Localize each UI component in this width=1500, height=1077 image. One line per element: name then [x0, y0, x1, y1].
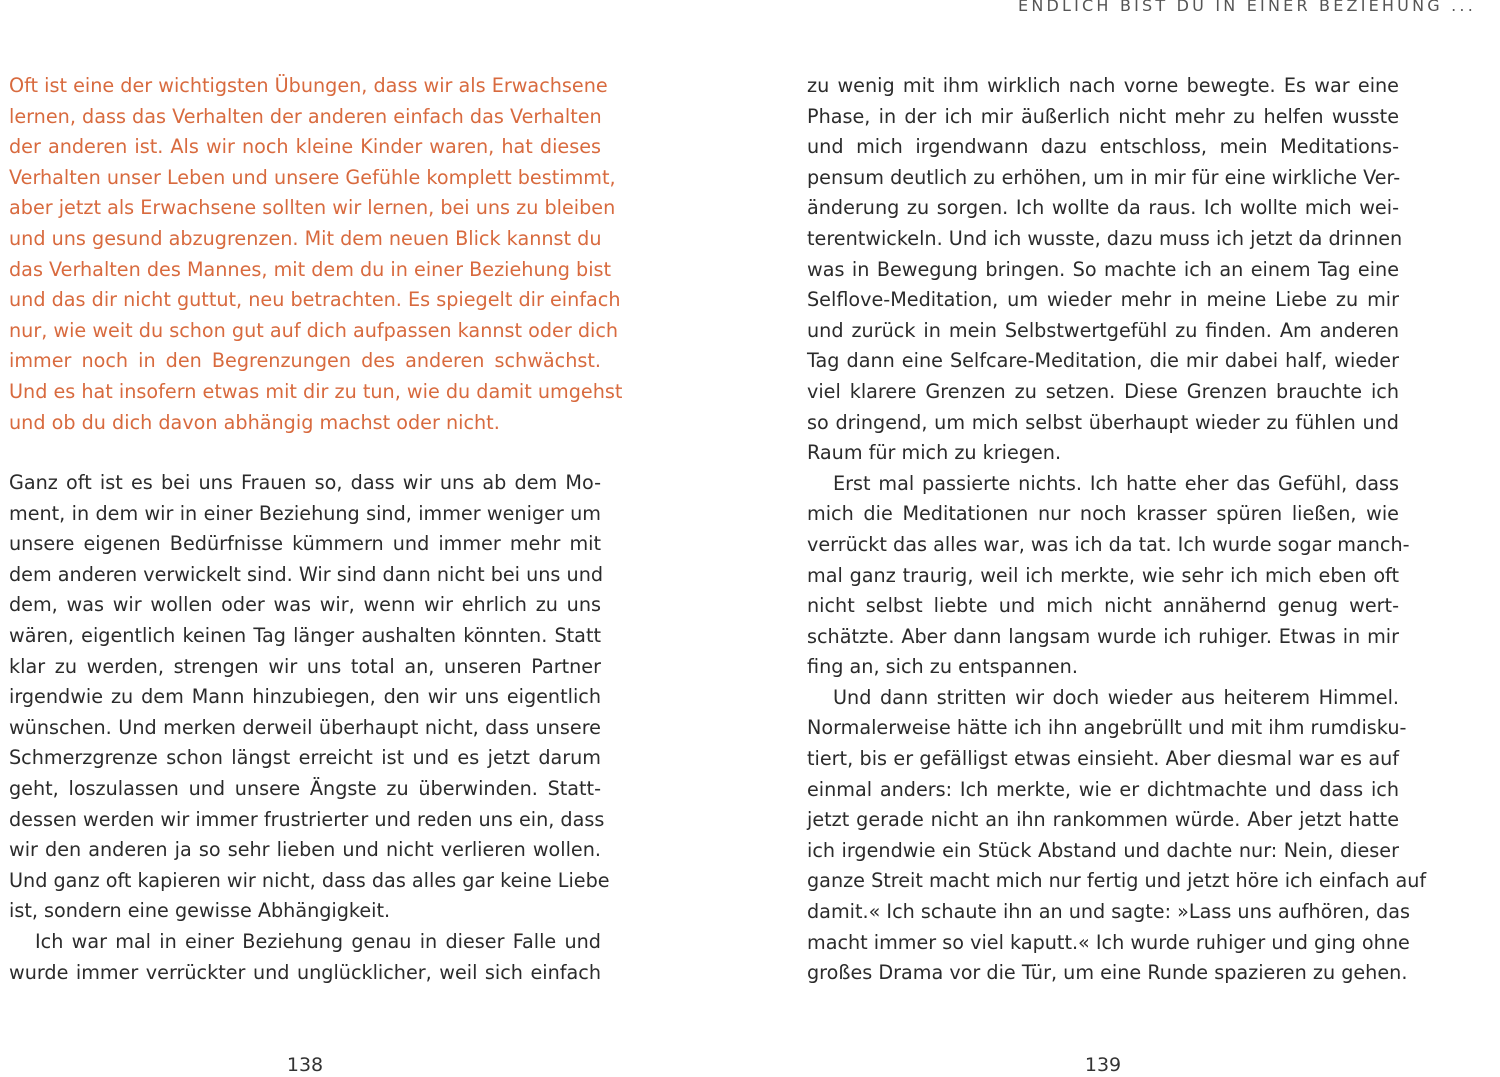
text-line: wünschen. Und merken derweil überhaupt nicht, dass unsere: [9, 715, 601, 739]
text-line: pensum deutlich zu erhöhen, um in mir für eine wirkliche Ver-: [807, 165, 1401, 189]
text-line: immer noch in den Begrenzungen des anderen schwächst.: [9, 349, 601, 373]
text-line: was in Bewegung bringen. So machte ich an einem Tag eine: [807, 257, 1399, 281]
text-line: nicht selbst liebte und mich nicht annähernd genug wert-: [807, 594, 1399, 618]
text-line: und zurück in mein Selbstwertgefühl zu finden. Am anderen: [807, 318, 1399, 342]
text-line: ment, in dem wir in einer Beziehung sind, immer weniger um: [9, 501, 601, 525]
text-line: dem anderen verwickelt sind. Wir sind dann nicht bei uns und: [9, 562, 604, 586]
right-page: [750, 0, 1500, 1077]
text-line: so dringend, um mich selbst überhaupt wieder zu fühlen und: [807, 410, 1399, 434]
text-line: Selflove-Meditation, um wieder mehr in meine Liebe zu mir: [807, 288, 1399, 312]
body-text: [9, 468, 610, 988]
text-line: ist, sondern eine gewisse Abhängigkeit.: [9, 899, 391, 923]
text-line: dem, was wir wollen oder was wir, wenn wir ehrlich zu uns: [9, 593, 601, 617]
text-line: Schmerzgrenze schon längst erreicht ist und es jetzt darum: [9, 746, 601, 770]
text-line: wären, eigentlich keinen Tag länger aushalten könnten. Statt: [9, 623, 601, 647]
text-line: tiert, bis er gefälligst etwas einsieht. Aber diesmal war es auf: [807, 747, 1399, 771]
text-line: einmal anders: Ich merkte, wie er dichtmachte und dass ich: [807, 777, 1399, 801]
text-line: Raum für mich zu kriegen.: [807, 441, 1062, 465]
page-number: 138: [286, 1054, 324, 1076]
text-line: verrückt das alles war, was ich da tat. Ich wurde sogar manch-: [807, 532, 1410, 556]
text-line: Ganz oft ist es bei uns Frauen so, dass wir uns ab dem Mo-: [9, 471, 601, 494]
text-line: macht immer so viel kaputt.« Ich wurde ruhiger und ging ohne: [807, 930, 1410, 954]
text-line: und ob du dich davon abhängig machst oder nicht.: [9, 410, 500, 434]
text-line: Tag dann eine Selfcare-Meditation, die mir dabei half, wieder: [807, 349, 1399, 373]
text-line: mich die Meditationen nur noch krasser spüren ließen, wie: [807, 502, 1399, 526]
text-line: dessen werden wir immer frustrierter und reden uns ein, dass: [9, 807, 605, 831]
text-line: wurde immer verrückter und unglücklicher, weil sich einfach: [9, 960, 601, 984]
text-line: klar zu werden, strengen wir uns total an, unseren Partner: [9, 654, 601, 678]
text-line: großes Drama vor die Tür, um eine Runde spazieren zu gehen.: [807, 961, 1408, 985]
text-line: und das dir nicht guttut, neu betrachten. Es spiegelt dir einfach: [9, 288, 621, 312]
text-line: Verhalten unser Leben und unsere Gefühle komplett bestimmt,: [9, 165, 616, 189]
text-line: Und dann stritten wir doch wieder aus heiterem Himmel.: [833, 685, 1399, 709]
text-line: Normalerweise hätte ich ihn angebrüllt und mit ihm rumdisku-: [807, 716, 1407, 740]
text-line: mal ganz traurig, weil ich merkte, wie sehr ich mich eben oft: [807, 563, 1399, 587]
highlight-paragraph: [9, 71, 623, 438]
text-line: Oft ist eine der wichtigsten Übungen, dass wir als Erwachsene: [9, 74, 608, 97]
text-line: aber jetzt als Erwachsene sollten wir lernen, bei uns zu bleiben: [9, 196, 616, 220]
text-line: ganze Streit macht mich nur fertig und jetzt höre ich einfach auf: [807, 869, 1427, 893]
text-line: Und es hat insofern etwas mit dir zu tun, wie du damit umgehst: [9, 379, 623, 403]
text-line: irgendwie zu dem Mann hinzubiegen, den wir uns eigentlich: [9, 685, 601, 709]
body-text: [807, 71, 1427, 989]
text-line: Ich war mal in einer Beziehung genau in dieser Falle und: [35, 929, 601, 953]
page-number: 139: [1084, 1054, 1122, 1076]
text-line: lernen, dass das Verhalten der anderen einfach das Verhalten: [9, 104, 602, 128]
text-line: unsere eigenen Bedürfnisse kümmern und immer mehr mit: [9, 532, 601, 556]
text-line: Und ganz oft kapieren wir nicht, dass das alles gar keine Liebe: [9, 868, 610, 892]
text-line: nur, wie weit du schon gut auf dich aufpassen kannst oder dich: [9, 318, 619, 342]
text-line: der anderen ist. Als wir noch kleine Kinder waren, hat dieses: [9, 135, 601, 159]
text-line: viel klarere Grenzen zu setzen. Diese Grenzen brauchte ich: [807, 379, 1399, 403]
text-line: und mich irgendwann dazu entschloss, mein Meditations-: [807, 135, 1399, 159]
text-line: Erst mal passierte nichts. Ich hatte eher das Gefühl, dass: [833, 471, 1399, 495]
text-line: wir den anderen ja so sehr lieben und nicht verlieren wollen.: [9, 838, 601, 862]
text-line: zu wenig mit ihm wirklich nach vorne bewegte. Es war eine: [807, 74, 1399, 97]
text-line: änderung zu sorgen. Ich wollte da raus. Ich wollte mich wei-: [807, 196, 1399, 220]
text-line: damit.« Ich schaute ihn an und sagte: »Lass uns aufhören, das: [807, 900, 1410, 924]
running-head: ENDLICH BIST DU IN EINER BEZIEHUNG ...: [1018, 0, 1476, 15]
text-line: das Verhalten des Mannes, mit dem du in einer Beziehung bist: [9, 257, 612, 281]
text-line: ich irgendwie ein Stück Abstand und dachte nur: Nein, dieser: [807, 838, 1399, 862]
text-line: terentwickeln. Und ich wusste, dazu muss ich jetzt da drinnen: [807, 226, 1403, 250]
text-line: Phase, in der ich mir äußerlich nicht mehr zu helfen wusste: [807, 104, 1399, 128]
text-line: geht, loszulassen und unsere Ängste zu überwinden. Statt-: [9, 776, 601, 800]
text-line: jetzt gerade nicht an ihn rankommen würde. Aber jetzt hatte: [807, 808, 1399, 832]
text-line: schätzte. Aber dann langsam wurde ich ruhiger. Etwas in mir: [807, 624, 1399, 648]
text-line: fing an, sich zu entspannen.: [807, 655, 1078, 679]
text-line: und uns gesund abzugrenzen. Mit dem neuen Blick kannst du: [9, 226, 602, 250]
